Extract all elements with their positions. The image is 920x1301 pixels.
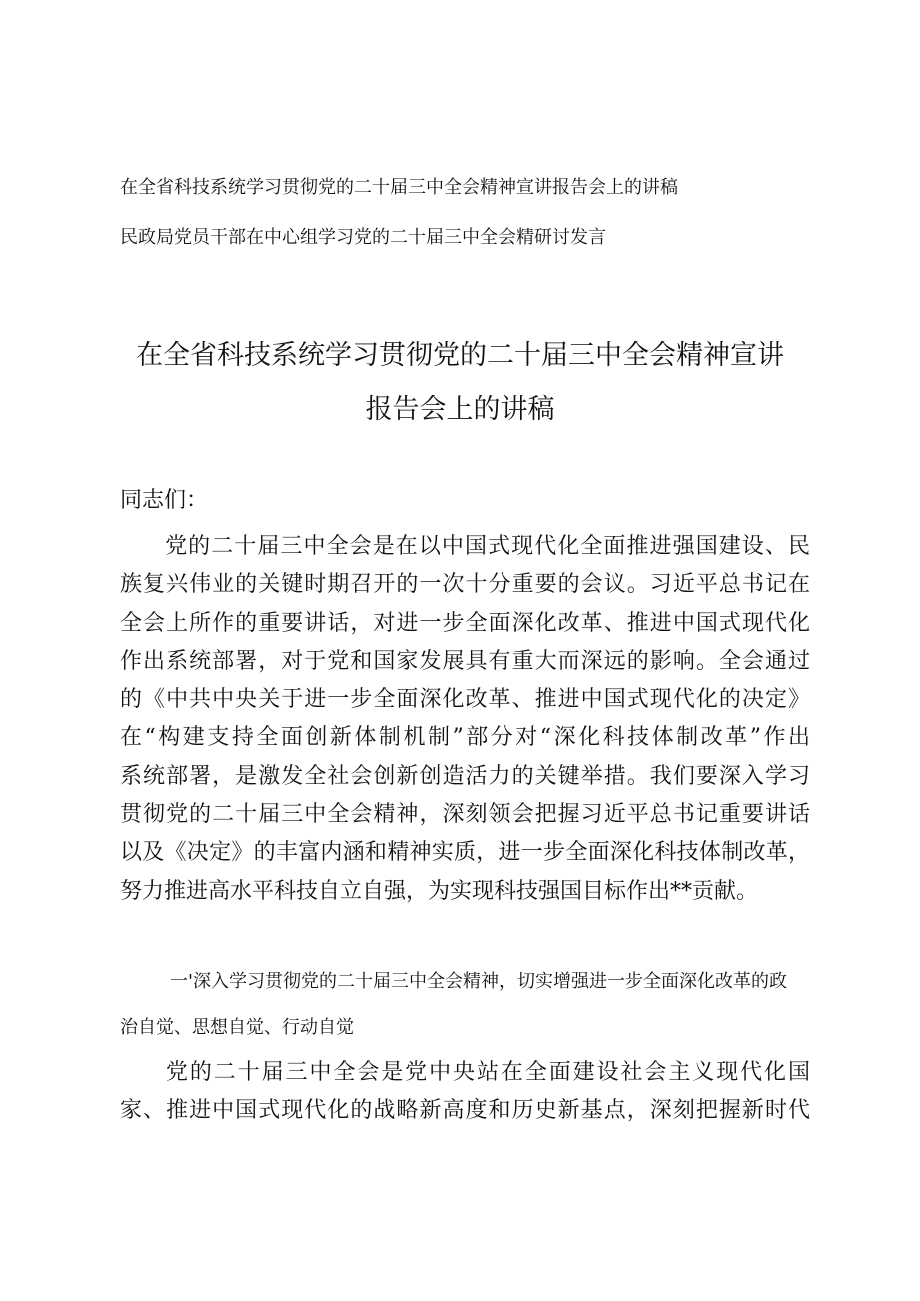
salutation: 同志们：: [120, 488, 209, 513]
paragraph-line: 党的二十届三中全会是党中央站在全面建设社会主义现代化国: [164, 1060, 810, 1085]
paragraph-line: 族复兴伟业的关键时期召开的一次十分重要的会议。习近平总书记在: [120, 572, 810, 598]
paragraph-line: 党的二十届三中全会是在以中国式现代化全面推进强国建设、民: [164, 534, 810, 559]
section-heading-line-1: 一'深入学习贯彻党的二十届三中全会精神，切实增强进一步全面深化改革的政: [170, 971, 787, 992]
paragraph-line: 贯彻党的二十届三中全会精神，深刻领会把握习近平总书记重要讲话: [120, 802, 810, 828]
section-heading-line-2: 治自觉、思想自觉、行动自觉: [120, 1017, 354, 1038]
paragraph-line: 在“构建支持全面创新体制机制”部分对“深化科技体制改革”作出: [120, 725, 810, 751]
paragraph-line: 全会上所作的重要讲话，对进一步全面深化改革、推进中国式现代化: [120, 610, 810, 636]
paragraph-2: [120, 1054, 810, 1131]
document-title-line-1: 在全省科技系统学习贯彻党的二十届三中全会精神宣讲: [136, 340, 784, 371]
paragraph-line: 的《中共中央关于进一步全面深化改革、推进中国式现代化的决定》: [120, 687, 810, 713]
paragraph-1: [120, 528, 810, 911]
paragraph-line: 努力推进高水平科技自立自强，为实现科技强国目标作出**贡献。: [120, 878, 759, 904]
paragraph-line: 家、推进中国式现代化的战略新高度和历史新基点，深刻把握新时代: [120, 1098, 810, 1124]
paragraph-line: 作出系统部署，对于党和国家发展具有重大而深远的影响。全会通过: [120, 648, 810, 674]
toc-item-2[interactable]: 民政局党员干部在中心组学习党的二十届三中全会精研讨发言: [120, 227, 606, 248]
paragraph-line: 系统部署，是激发全社会创新创造活力的关键举措。我们要深入学习: [120, 763, 810, 789]
document-title-line-2: 报告会上的讲稿: [365, 394, 555, 425]
toc-item-1[interactable]: 在全省科技系统学习贯彻党的二十届三中全会精神宣讲报告会上的讲稿: [120, 177, 678, 198]
paragraph-line: 以及《决定》的丰富内涵和精神实质，进一步全面深化科技体制改革，: [120, 840, 810, 866]
